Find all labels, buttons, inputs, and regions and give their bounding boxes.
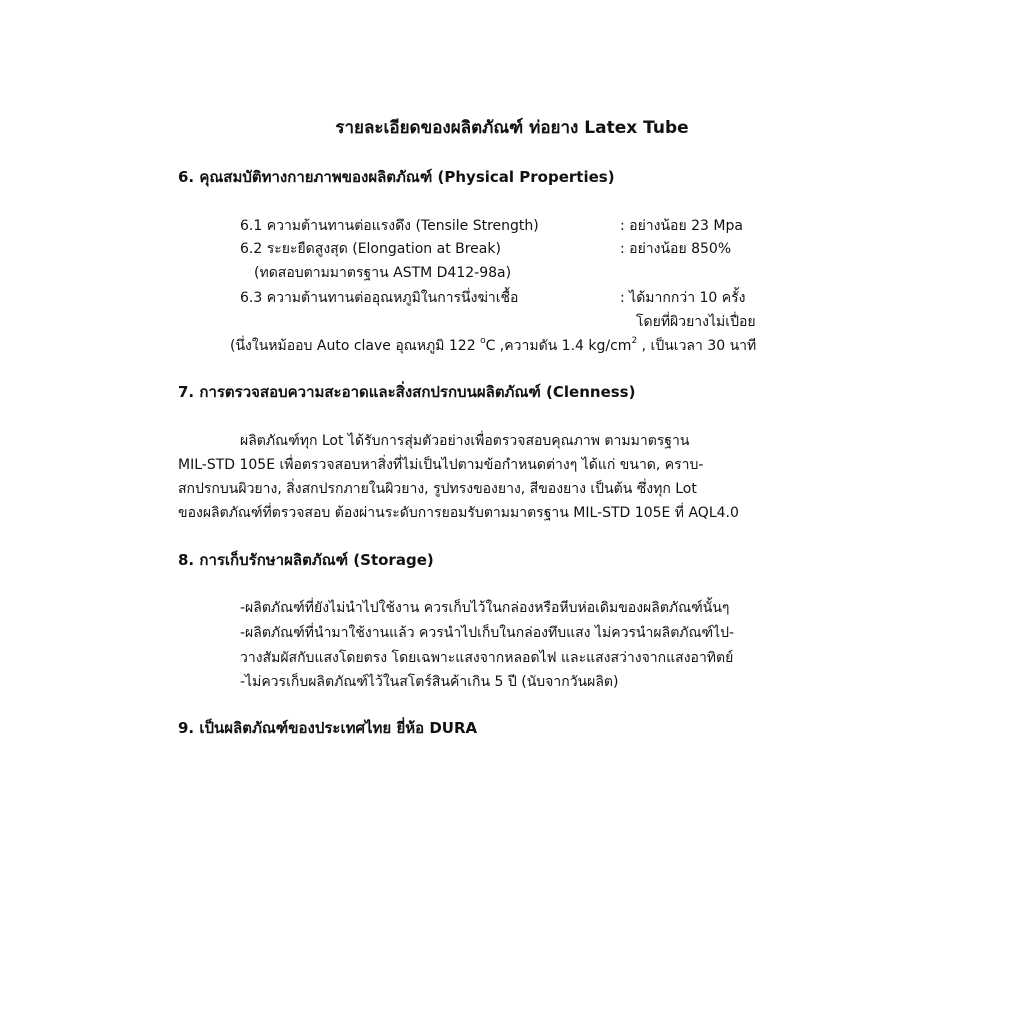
cleanness-paragraph-line: ของผลิตภัณฑ์ที่ตรวจสอบ ต้องผ่านระดับการยอมรับตามมาตรฐาน MIL-STD 105E ที่ AQL4.0 — [178, 505, 739, 521]
property-tensile-label: 6.1 ความต้านทานต่อแรงดึง (Tensile Strength) — [240, 218, 539, 234]
property-test-standard: (ทดสอบตามมาตรฐาน ASTM D412-98a) — [254, 265, 512, 281]
property-sterilization-label: 6.3 ความต้านทานต่ออุณหภูมิในการนึ่งฆ่าเชื้อ — [240, 290, 519, 306]
property-elongation-label: 6.2 ระยะยืดสูงสุด (Elongation at Break) — [240, 241, 501, 257]
storage-instruction-line: -ผลิตภัณฑ์ที่นำมาใช้งานแล้ว ควรนำไปเก็บในกล่องทึบแสง ไม่ควรนำผลิตภัณฑ์ไป- — [240, 625, 735, 641]
section-6-heading: 6. คุณสมบัติทางกายภาพของผลิตภัณฑ์ (Physical Properties) — [178, 168, 615, 186]
sterilization-conditions-part2: C ,ความดัน 1.4 kg/cm — [485, 338, 632, 354]
sterilization-conditions-part3: , เป็นเวลา 30 นาที — [637, 338, 757, 354]
section-8-heading: 8. การเก็บรักษาผลิตภัณฑ์ (Storage) — [178, 551, 434, 569]
storage-instruction-line: -ไม่ควรเก็บผลิตภัณฑ์ไว้ในสโตร์สินค้าเกิน 5 ปี (นับจากวันผลิต) — [240, 674, 619, 690]
squared-superscript: 2 — [631, 336, 638, 347]
cleanness-paragraph-line: ผลิตภัณฑ์ทุก Lot ได้รับการสุ่มตัวอย่างเพื่อตรวจสอบคุณภาพ ตามมาตรฐาน — [240, 433, 690, 449]
degree-superscript: o — [480, 336, 486, 347]
property-sterilization-note: โดยที่ผิวยางไม่เปื่อย — [636, 314, 756, 330]
document-title: รายละเอียดของผลิตภัณฑ์ ท่อยาง Latex Tube — [335, 118, 689, 138]
storage-instruction-line: -ผลิตภัณฑ์ที่ยังไม่นำไปใช้งาน ควรเก็บไว้ในกล่องหรือหีบห่อเดิมของผลิตภัณฑ์นั้นๆ — [240, 600, 730, 616]
section-9-heading: 9. เป็นผลิตภัณฑ์ของประเทศไทย ยี่ห้อ DURA — [178, 719, 478, 737]
sterilization-conditions-part1: (นึ่งในหม้ออบ Auto clave อุณหภูมิ 122 — [230, 338, 481, 354]
sterilization-conditions — [230, 336, 756, 356]
section-7-heading: 7. การตรวจสอบความสะอาดและสิ่งสกปรกบนผลิตภัณฑ์ (Clenness) — [178, 383, 636, 401]
property-sterilization-value: : ได้มากกว่า 10 ครั้ง — [620, 290, 746, 306]
property-elongation-value: : อย่างน้อย 850% — [620, 241, 732, 257]
cleanness-paragraph-line: MIL-STD 105E เพื่อตรวจสอบหาสิ่งที่ไม่เป็นไปตามข้อกำหนดต่างๆ ได้แก่ ขนาด, คราบ- — [178, 457, 704, 473]
property-tensile-value: : อย่างน้อย 23 Mpa — [620, 218, 743, 234]
storage-instruction-line: วางสัมผัสกับแสงโดยตรง โดยเฉพาะแสงจากหลอดไฟ และแสงสว่างจากแสงอาทิตย์ — [240, 650, 734, 666]
cleanness-paragraph-line: สกปรกบนผิวยาง, สิ่งสกปรกภายในผิวยาง, รูปทรงของยาง, สีของยาง เป็นต้น ซึ่งทุก Lot — [178, 481, 697, 497]
